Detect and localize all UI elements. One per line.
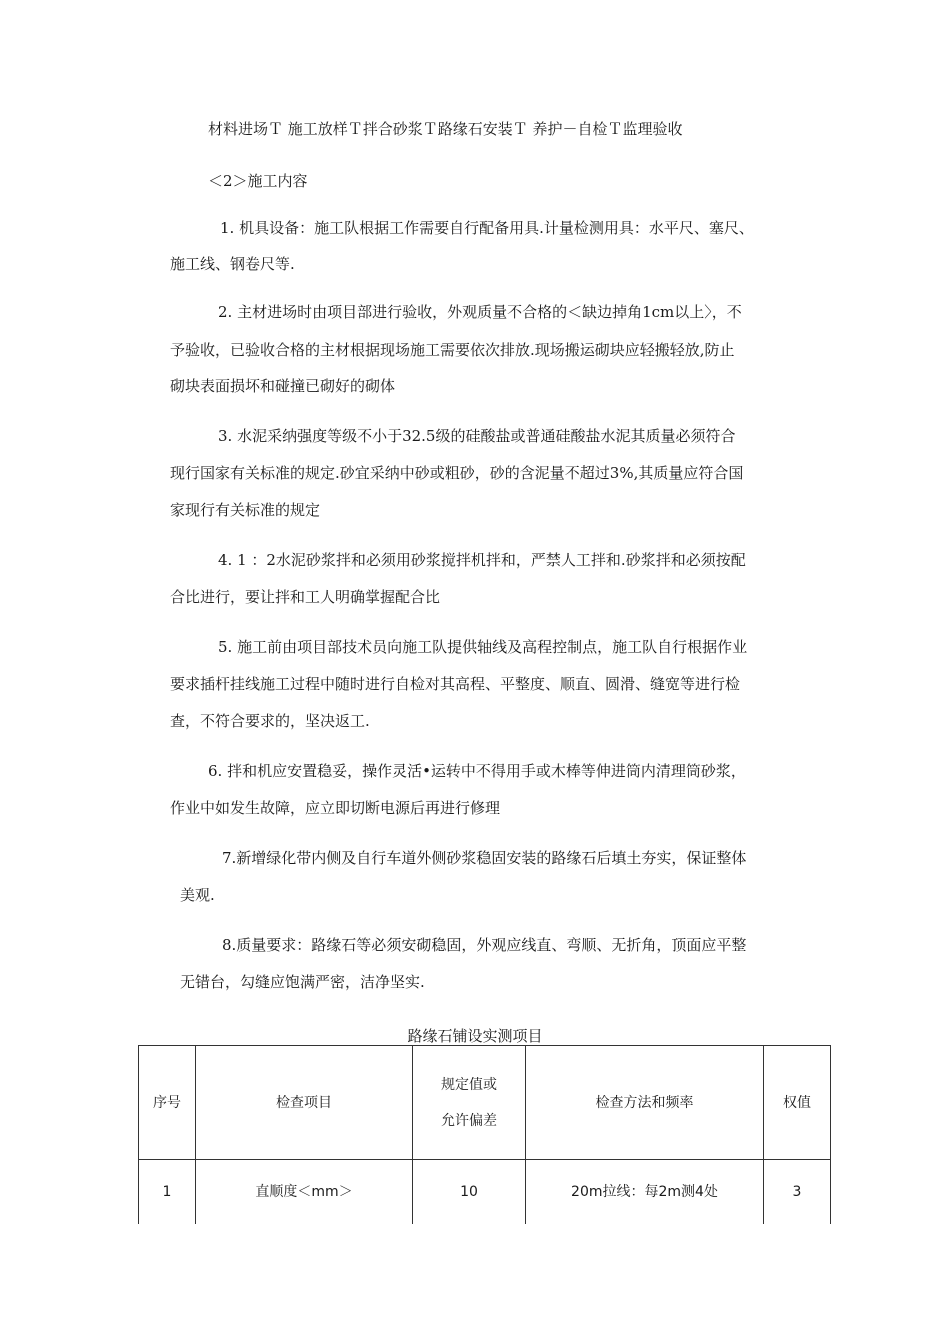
cell-tolerance: 10 bbox=[413, 1160, 526, 1224]
item-2-line-3: 砌块表面损坏和碰撞已砌好的砌体 bbox=[170, 377, 396, 395]
cell-weight: 3 bbox=[764, 1160, 831, 1224]
header-item: 检查项目 bbox=[196, 1046, 413, 1160]
item-3-line-3: 家现行有关标准的规定 bbox=[170, 501, 321, 519]
cell-item: 直顺度＜mm＞ bbox=[196, 1160, 413, 1224]
item-1-line-1: 1. 机具设备：施工队根据工作需要自行配备用具.计量检测用具：水平尺、塞尺、 bbox=[220, 219, 754, 237]
section-heading: ＜2＞施工内容 bbox=[208, 172, 308, 190]
table-caption: 路缘石铺设实测项目 bbox=[407, 1027, 543, 1045]
item-5-line-2: 要求插杆挂线施工过程中随时进行自检对其高程、平整度、顺直、圆滑、缝宽等进行检 bbox=[170, 675, 741, 693]
header-index: 序号 bbox=[139, 1046, 196, 1160]
header-tolerance-line-2: 允许偏差 bbox=[441, 1112, 497, 1129]
cell-index: 1 bbox=[139, 1160, 196, 1224]
item-5-line-3: 查，不符合要求的，坚决返工. bbox=[170, 712, 370, 730]
item-2-line-2: 予验收，已验收合格的主材根据现场施工需要依次排放.现场搬运砌块应轻搬轻放,防止 bbox=[170, 341, 735, 359]
item-2-line-1: 2. 主材进场时由项目部进行验收，外观质量不合格的＜缺边掉角1cm以上〉，不 bbox=[218, 303, 742, 321]
process-flow-line: 材料进场Ｔ 施工放样Ｔ拌合砂浆Ｔ路缘石安装Ｔ 养护－自检Ｔ监理验收 bbox=[208, 120, 683, 138]
header-method: 检查方法和频率 bbox=[526, 1046, 764, 1160]
item-4-line-2: 合比进行，要让拌和工人明确掌握配合比 bbox=[170, 588, 441, 606]
item-6-line-1: 6. 拌和机应安置稳妥，操作灵活•运转中不得用手或木棒等伸进筒内清理筒砂浆， bbox=[208, 762, 746, 780]
item-7-line-1: 7.新增绿化带内侧及自行车道外侧砂浆稳固安装的路缘石后填土夯实，保证整体 bbox=[222, 849, 747, 867]
item-4-line-1: 4. 1 ：2水泥砂浆拌和必须用砂浆搅拌机拌和，严禁人工拌和.砂浆拌和必须按配 bbox=[218, 551, 746, 569]
item-1-line-2: 施工线、钢卷尺等. bbox=[170, 255, 295, 273]
cell-method: 20m拉线：每2m测4处 bbox=[526, 1160, 764, 1224]
item-6-line-2: 作业中如发生故障，应立即切断电源后再进行修理 bbox=[170, 799, 501, 817]
item-3-line-1: 3. 水泥采纳强度等级不小于32.5级的硅酸盐或普通硅酸盐水泥其质量必须符合 bbox=[218, 427, 736, 445]
table-header-row bbox=[139, 1046, 831, 1160]
header-tolerance bbox=[413, 1046, 526, 1160]
item-8-line-1: 8.质量要求：路缘石等必须安砌稳固，外观应线直、弯顺、无折角，顶面应平整 bbox=[222, 936, 747, 954]
header-weight: 权值 bbox=[764, 1046, 831, 1160]
item-7-line-2: 美观. bbox=[180, 886, 215, 904]
item-3-line-2: 现行国家有关标准的规定.砂宜采纳中砂或粗砂，砂的含泥量不超过3%,其质量应符合国 bbox=[170, 464, 744, 482]
table-row bbox=[139, 1160, 831, 1224]
item-5-line-1: 5. 施工前由项目部技术员向施工队提供轴线及高程控制点，施工队自行根据作业 bbox=[218, 638, 748, 656]
measurement-table bbox=[138, 1045, 831, 1224]
item-8-line-2: 无错台，勾缝应饱满严密，洁净坚实. bbox=[180, 973, 425, 991]
header-tolerance-line-1: 规定值或 bbox=[441, 1076, 497, 1093]
